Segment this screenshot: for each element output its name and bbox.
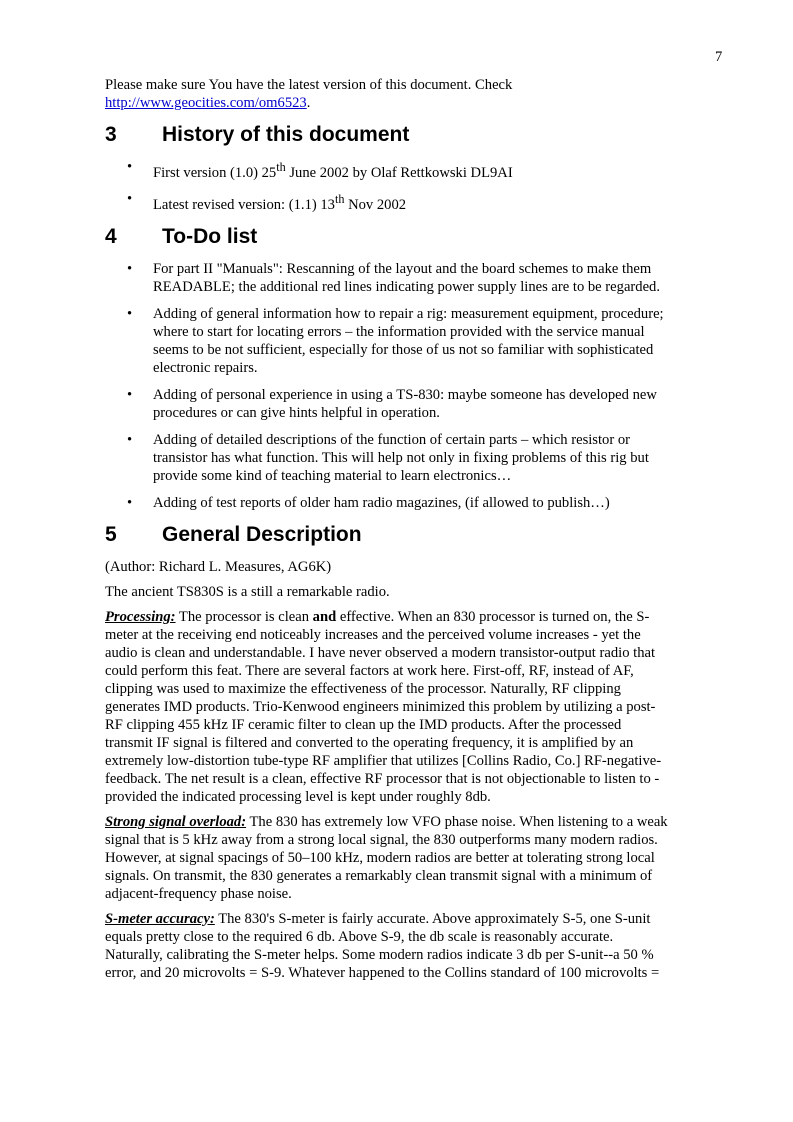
- todo-list: [105, 260, 725, 512]
- intro-period: .: [306, 95, 311, 111]
- overload-paragraph: Strong signal overload: The 830 has extremely low VFO phase noise. When listening to a weak signal that is 5 kHz away from a strong local signal, the 830 outperforms many modern radios. However, at signal spacings of 50–100 kHz, modern radios are better at tolerating strong local signals. On transmit, the 830 generates a remarkably clean transmit signal with a minimum of adjacent-frequency phase noise.: [105, 813, 668, 902]
- bullet-icon: •: [127, 431, 133, 448]
- bullet-icon: •: [127, 305, 133, 322]
- geocities-link[interactable]: http://www.geocities.com/om6523: [105, 95, 307, 111]
- bullet-icon: •: [127, 386, 133, 403]
- bullet-icon: •: [127, 260, 133, 277]
- intro-paragraph: [105, 76, 725, 112]
- section-title: To-Do list: [162, 224, 258, 248]
- section-heading-general: [105, 522, 725, 548]
- page-number: 7: [715, 49, 723, 65]
- processing-heading: Processing:: [105, 608, 176, 625]
- bullet-icon: •: [127, 159, 133, 175]
- general-intro: The ancient TS830S is a still a remarkable radio.: [105, 583, 390, 600]
- list-item: • Adding of general information how to repair a rig: measurement equipment, procedure; where to start for locating errors – the information provided with the service manual seems to be not sufficient, especially for those of us not so familiar with sophisticated electronic repairs.: [127, 305, 664, 376]
- bullet-icon: •: [127, 494, 133, 511]
- section-title: History of this document: [162, 123, 410, 146]
- section-number: 5: [105, 522, 117, 546]
- section-number: 4: [105, 224, 117, 248]
- smeter-heading: S-meter accuracy:: [105, 910, 215, 927]
- section-title: General Description: [162, 522, 362, 546]
- processing-paragraph: Processing: The processor is clean and effective. When an 830 processor is turned on, the S- meter at the receiving end noticeably increases and the perceived volume increases - yet the audio is clean and understandable. I have never observed a modern transistor-output radio that could perform this feat. There are several factors at work here. First-off, RF, instead of AF, clipping was used to maximize the effectiveness of the processor. Naturally, RF clipping generates IMD products. Trio-Kenwood engineers minimized this problem by utilizing a post- RF clipping 455 kHz IF ceramic filter to clean up the IMD products. After the processed transmit IF signal is filtered and converted to the operating frequency, it is amplified by an extremely low-distortion tube-type RF amplifier that utilizes [Collins Radio, Co.] RF-negative- feedback. The net result is a clean, effective RF processor that is not objectionable to listen to - provided the indicated processing level is kept under roughly 8db.: [105, 608, 662, 805]
- list-item: • First version (1.0) 25th June 2002 by Olaf Rettkowski DL9AI: [127, 159, 513, 181]
- list-item: • Adding of test reports of older ham radio magazines, (if allowed to publish…): [127, 494, 610, 511]
- list-item: • Latest revised version: (1.1) 13th Nov 2002: [127, 190, 407, 213]
- list-item: • Adding of personal experience in using a TS-830: maybe someone has developed new procedures or can give hints helpful in operation.: [127, 386, 657, 421]
- section-heading-history: [105, 122, 725, 148]
- list-item: • For part II "Manuals": Rescanning of the layout and the board schemes to make them READABLE; the additional red lines indicating power supply lines are to be regarded.: [127, 260, 660, 295]
- list-item: • Adding of detailed descriptions of the function of certain parts – which resistor or transistor has what function. This will help not only in fixing problems of this rig but provide some kind of teaching material to learn electronics…: [127, 431, 649, 484]
- section-heading-todo: [105, 224, 725, 250]
- bullet-icon: •: [127, 190, 133, 207]
- overload-heading: Strong signal overload:: [105, 813, 247, 830]
- history-list: [105, 158, 725, 214]
- document-body: [105, 76, 725, 989]
- smeter-paragraph: S-meter accuracy: The 830's S-meter is fairly accurate. Above approximately S-5, one S-unit equals pretty close to the required 6 db. Above S-9, the db scale is reasonably accurate. Naturally, calibrating the S-meter helps. Some modern radios indicate 3 db per S-unit--a 50 % error, and 20 microvolts = S-9. Whatever happened to the Collins standard of 100 microvolts =: [105, 910, 660, 981]
- section-number: 3: [105, 123, 117, 146]
- author-line: (Author: Richard L. Measures, AG6K): [105, 558, 332, 575]
- intro-line: Please make sure You have the latest version of this document. Check: [105, 77, 513, 93]
